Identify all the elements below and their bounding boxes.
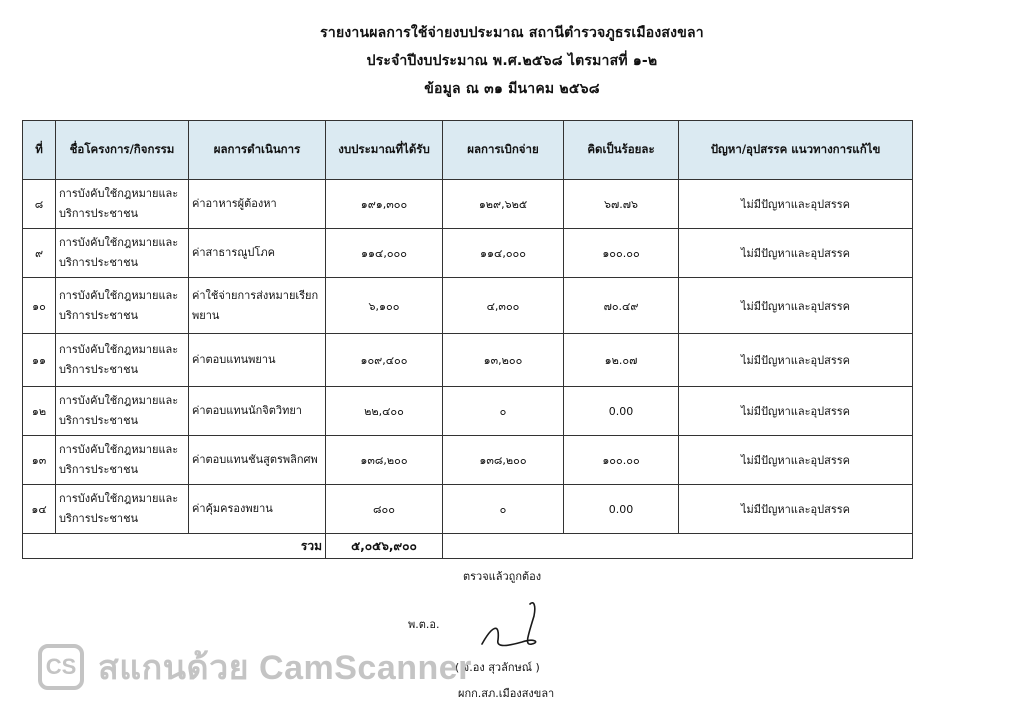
cell-project: การบังคับใช้กฎหมายและบริการประชาชน	[56, 229, 189, 278]
table-header-row	[23, 121, 913, 180]
cell-percent: ๑๐๐.๐๐	[564, 229, 679, 278]
signer-position: ผกก.สภ.เมืองสงขลา	[458, 687, 555, 700]
cell-spent: ๐	[443, 387, 564, 436]
cell-result: ค่าอาหารผู้ต้องหา	[189, 180, 326, 229]
cell-spent: ๑๒๙,๖๒๕	[443, 180, 564, 229]
camscanner-watermark	[38, 640, 472, 694]
cell-percent: 0.00	[564, 387, 679, 436]
report-subtitle-date: ข้อมูล ณ ๓๑ มีนาคม ๒๕๖๘	[424, 81, 600, 97]
cell-no: ๑๒	[23, 387, 56, 436]
cell-percent: ๗๐.๔๙	[564, 278, 679, 334]
header-project: ชื่อโครงการ/กิจกรรม	[56, 121, 189, 180]
cell-project: การบังคับใช้กฎหมายและบริการประชาชน	[56, 436, 189, 485]
header-spent: ผลการเบิกจ่าย	[443, 121, 564, 180]
table-row	[23, 387, 913, 436]
cell-issue: ไม่มีปัญหาและอุปสรรค	[679, 278, 913, 334]
cell-result: ค่าตอบแทนชันสูตรพลิกศพ	[189, 436, 326, 485]
cell-budget: ๘๐๐	[326, 485, 443, 534]
cell-percent: ๑๒.๐๗	[564, 334, 679, 387]
camscanner-watermark-text: สแกนด้วย CamScanner	[98, 649, 472, 687]
cell-no: ๑๐	[23, 278, 56, 334]
header-budget: งบประมาณที่ได้รับ	[326, 121, 443, 180]
cell-project: การบังคับใช้กฎหมายและบริการประชาชน	[56, 278, 189, 334]
table-row	[23, 229, 913, 278]
cell-result: ค่าสาธารณูปโภค	[189, 229, 326, 278]
signer-name: ( จ.อง สุวลักษณ์ )	[455, 661, 540, 674]
cell-issue: ไม่มีปัญหาและอุปสรรค	[679, 436, 913, 485]
cell-budget: ๑๐๙,๔๐๐	[326, 334, 443, 387]
cell-issue: ไม่มีปัญหาและอุปสรรค	[679, 485, 913, 534]
table-row	[23, 278, 913, 334]
cell-result: ค่าตอบแทนนักจิตวิทยา	[189, 387, 326, 436]
cell-no: ๙	[23, 229, 56, 278]
signer-rank: พ.ต.อ.	[408, 618, 440, 631]
cell-percent: ๖๗.๗๖	[564, 180, 679, 229]
total-value: ๕,๐๕๖,๙๐๐	[326, 534, 443, 559]
header-percent: คิดเป็นร้อยละ	[564, 121, 679, 180]
cell-no: ๑๓	[23, 436, 56, 485]
cell-result: ค่าตอบแทนพยาน	[189, 334, 326, 387]
cell-spent: ๑๑๔,๐๐๐	[443, 229, 564, 278]
signature-mark	[478, 596, 558, 656]
cell-budget: ๑๙๑,๓๐๐	[326, 180, 443, 229]
cell-budget: ๖,๑๐๐	[326, 278, 443, 334]
header-no: ที่	[23, 121, 56, 180]
cell-no: ๘	[23, 180, 56, 229]
table-row	[23, 485, 913, 534]
cell-no: ๑๔	[23, 485, 56, 534]
cell-issue: ไม่มีปัญหาและอุปสรรค	[679, 229, 913, 278]
camscanner-logo-icon: CS	[38, 644, 84, 690]
cell-budget: ๒๒,๔๐๐	[326, 387, 443, 436]
total-row-blank	[443, 534, 913, 559]
cell-project: การบังคับใช้กฎหมายและบริการประชาชน	[56, 334, 189, 387]
cell-spent: ๑๓,๒๐๐	[443, 334, 564, 387]
cell-result: ค่าใช้จ่ายการส่งหมายเรียกพยาน	[189, 278, 326, 334]
table-row	[23, 436, 913, 485]
cell-spent: ๑๓๘,๒๐๐	[443, 436, 564, 485]
table-row	[23, 334, 913, 387]
cell-project: การบังคับใช้กฎหมายและบริการประชาชน	[56, 387, 189, 436]
report-title: รายงานผลการใช้จ่ายงบประมาณ สถานีตำรวจภูธรเมืองสงขลา	[320, 25, 704, 41]
budget-table	[22, 120, 913, 559]
cell-issue: ไม่มีปัญหาและอุปสรรค	[679, 180, 913, 229]
cell-budget: ๑๑๔,๐๐๐	[326, 229, 443, 278]
cell-spent: ๔,๓๐๐	[443, 278, 564, 334]
cell-no: ๑๑	[23, 334, 56, 387]
cell-issue: ไม่มีปัญหาและอุปสรรค	[679, 334, 913, 387]
cell-issue: ไม่มีปัญหาและอุปสรรค	[679, 387, 913, 436]
report-subtitle-fiscal-year: ประจำปีงบประมาณ พ.ศ.๒๕๖๘ ไตรมาสที่ ๑-๒	[366, 53, 658, 69]
table-row	[23, 180, 913, 229]
cell-result: ค่าคุ้มครองพยาน	[189, 485, 326, 534]
header-result: ผลการดำเนินการ	[189, 121, 326, 180]
cell-project: การบังคับใช้กฎหมายและบริการประชาชน	[56, 485, 189, 534]
cell-percent: ๑๐๐.๐๐	[564, 436, 679, 485]
cell-project: การบังคับใช้กฎหมายและบริการประชาชน	[56, 180, 189, 229]
total-row	[23, 534, 913, 559]
verified-text: ตรวจแล้วถูกต้อง	[463, 570, 542, 583]
cell-percent: 0.00	[564, 485, 679, 534]
header-issue: ปัญหา/อุปสรรค แนวทางการแก้ไข	[679, 121, 913, 180]
cell-budget: ๑๓๘,๒๐๐	[326, 436, 443, 485]
total-label: รวม	[23, 534, 326, 559]
cell-spent: ๐	[443, 485, 564, 534]
